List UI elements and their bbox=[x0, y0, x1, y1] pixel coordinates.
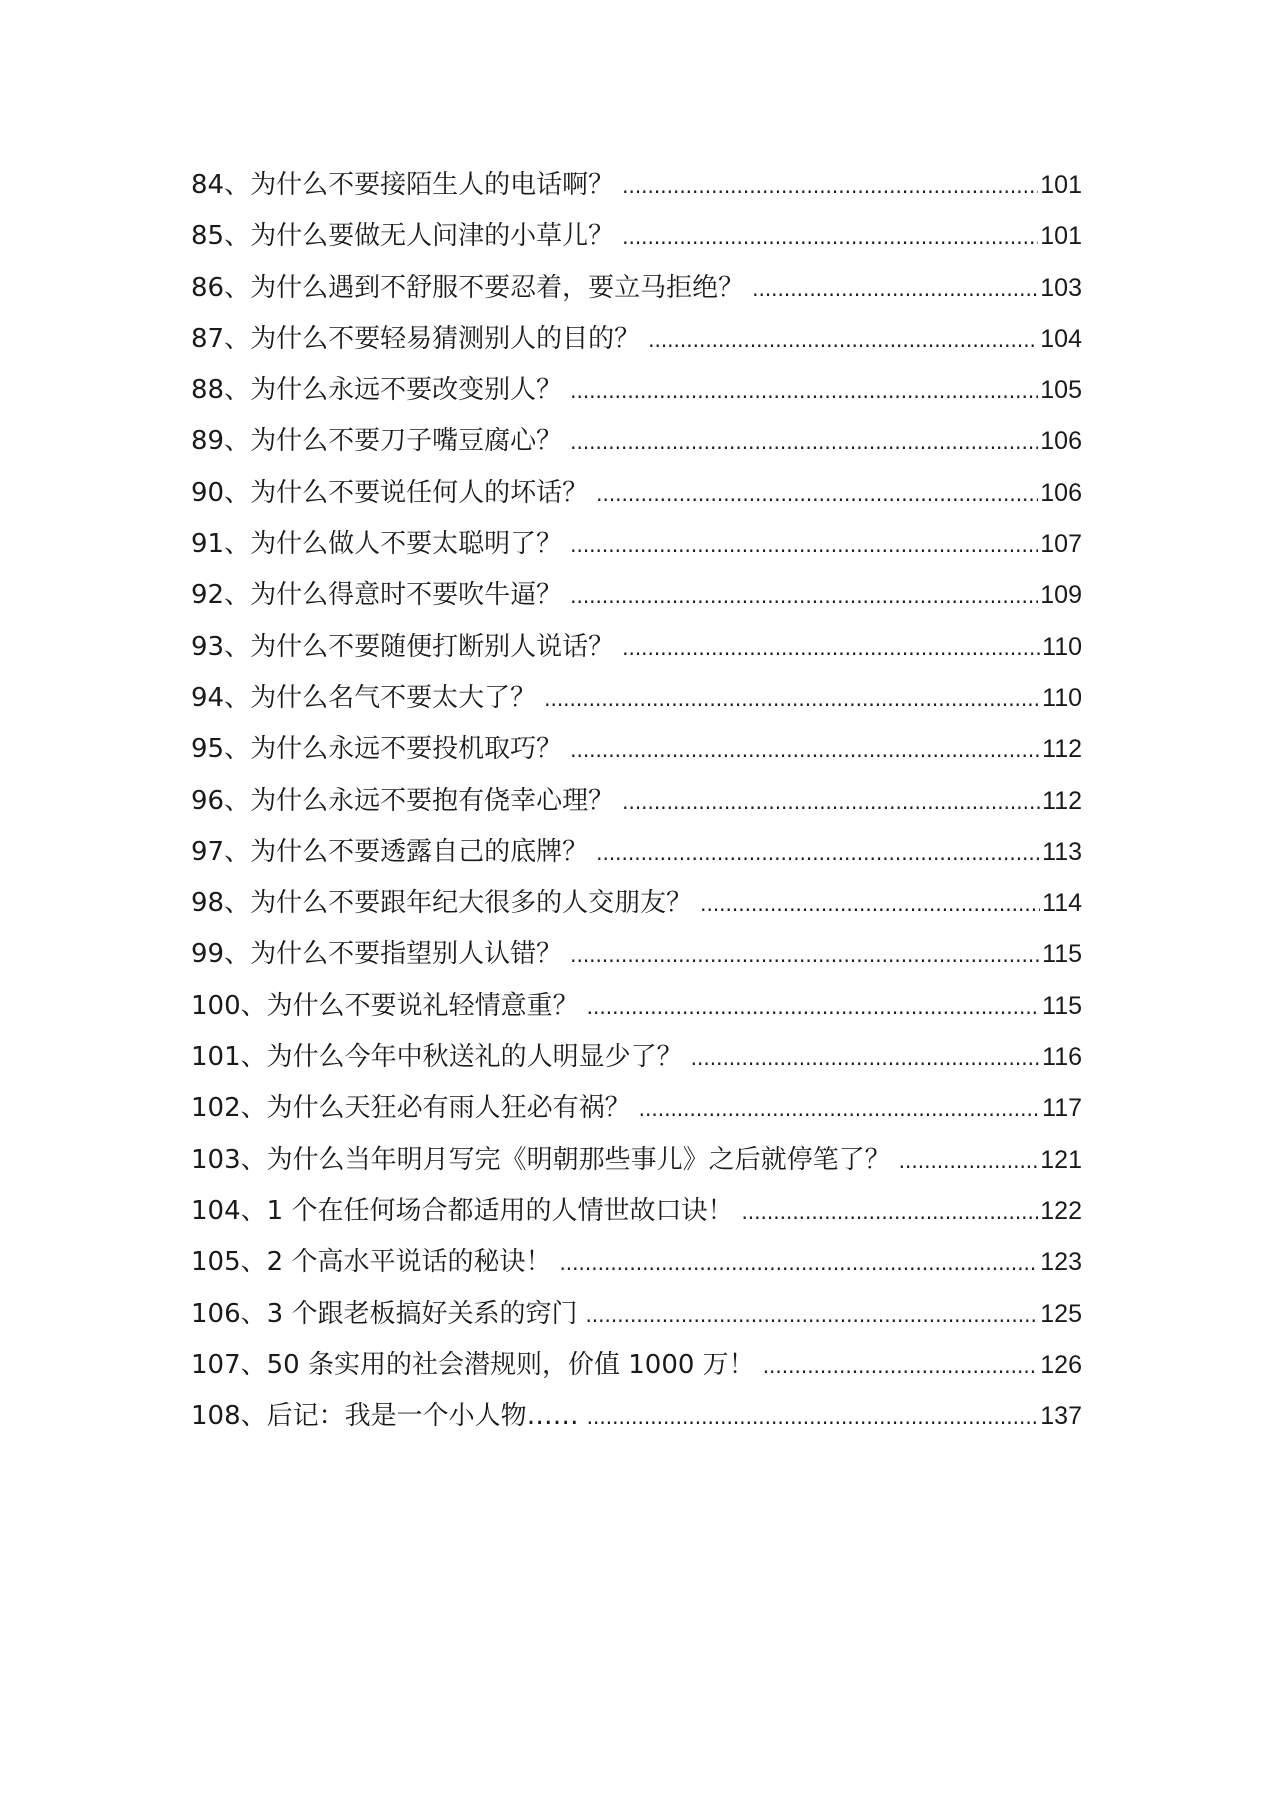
entry-number: 105、 bbox=[191, 1247, 267, 1278]
toc-entry[interactable] bbox=[191, 981, 1082, 1032]
entry-number: 92、 bbox=[191, 580, 251, 611]
dot-leader bbox=[622, 623, 1040, 674]
dot-leader bbox=[622, 161, 1038, 212]
entry-title: 为什么名气不要太大了？ bbox=[250, 682, 537, 713]
entry-number: 88、 bbox=[191, 375, 251, 406]
entry-number: 87、 bbox=[191, 323, 251, 354]
dot-leader bbox=[587, 982, 1040, 1033]
toc-entry[interactable] bbox=[191, 827, 1082, 878]
toc-entry[interactable] bbox=[191, 1083, 1082, 1134]
entry-title: 为什么不要接陌生人的电话啊？ bbox=[250, 170, 615, 200]
entry-title: 为什么不要轻易猜测别人的目的？ bbox=[250, 323, 641, 354]
entry-title: 为什么不要跟年纪大很多的人交朋友？ bbox=[250, 888, 693, 919]
toc-entry[interactable] bbox=[191, 519, 1082, 570]
entry-page-number: 103 bbox=[1040, 273, 1082, 302]
entry-number: 102、 bbox=[191, 1093, 267, 1124]
entry-title: 为什么当年明月写完《明朝那些事儿》之后就停笔了？ bbox=[266, 1144, 891, 1175]
entry-title: 为什么永远不要抱有侥幸心理？ bbox=[250, 785, 615, 816]
toc-entry[interactable] bbox=[191, 622, 1082, 673]
dot-leader bbox=[559, 1238, 1038, 1289]
entry-title: 50 条实用的社会潜规则，价值 1000 万！ bbox=[266, 1349, 755, 1380]
dot-leader bbox=[570, 520, 1038, 571]
toc-entry[interactable] bbox=[191, 776, 1082, 827]
toc-entry[interactable] bbox=[191, 468, 1082, 519]
dot-leader bbox=[587, 1392, 1039, 1443]
dot-leader bbox=[570, 417, 1038, 468]
entry-title: 后记：我是一个小人物…… bbox=[266, 1401, 579, 1432]
toc-entry[interactable] bbox=[191, 1186, 1082, 1237]
toc-entry[interactable] bbox=[191, 1340, 1082, 1391]
dot-leader bbox=[752, 264, 1038, 315]
entry-page-number: 125 bbox=[1040, 1299, 1082, 1328]
entry-number: 90、 bbox=[191, 477, 251, 508]
entry-page-number: 107 bbox=[1040, 530, 1082, 559]
entry-title: 为什么天狂必有雨人狂必有祸？ bbox=[266, 1093, 631, 1124]
toc-entry[interactable] bbox=[191, 1289, 1082, 1340]
dot-leader bbox=[596, 828, 1040, 879]
entry-title: 为什么不要指望别人认错？ bbox=[250, 939, 563, 970]
toc-entry[interactable] bbox=[191, 570, 1082, 621]
entry-number: 107、 bbox=[191, 1349, 267, 1380]
dot-leader bbox=[570, 725, 1040, 776]
entry-page-number: 101 bbox=[1040, 171, 1082, 199]
toc-entry[interactable] bbox=[191, 1391, 1082, 1442]
toc-entry[interactable] bbox=[191, 1032, 1082, 1083]
entry-title: 为什么永远不要改变别人？ bbox=[250, 375, 563, 406]
entry-page-number: 114 bbox=[1042, 889, 1082, 918]
entry-number: 100、 bbox=[191, 990, 267, 1021]
entry-page-number: 113 bbox=[1042, 837, 1082, 866]
entry-page-number: 104 bbox=[1040, 324, 1082, 353]
entry-number: 99、 bbox=[191, 939, 251, 970]
entry-title: 2 个高水平说话的秘诀！ bbox=[266, 1247, 552, 1278]
entry-number: 94、 bbox=[191, 682, 251, 713]
entry-number: 103、 bbox=[191, 1144, 267, 1175]
toc-entry[interactable] bbox=[191, 1135, 1082, 1186]
entry-number: 101、 bbox=[191, 1042, 267, 1073]
dot-leader bbox=[763, 1341, 1039, 1392]
entry-page-number: 116 bbox=[1042, 1043, 1082, 1072]
dot-leader bbox=[622, 777, 1040, 828]
entry-title: 为什么不要透露自己的底牌？ bbox=[250, 836, 589, 867]
entry-page-number: 105 bbox=[1040, 376, 1082, 405]
entry-page-number: 110 bbox=[1042, 632, 1082, 661]
entry-title: 为什么不要说礼轻情意重？ bbox=[266, 990, 579, 1021]
entry-number: 93、 bbox=[191, 631, 251, 662]
entry-title: 为什么今年中秋送礼的人明显少了？ bbox=[266, 1042, 683, 1073]
dot-leader bbox=[639, 1084, 1040, 1135]
entry-number: 106、 bbox=[191, 1298, 267, 1329]
dot-leader bbox=[596, 469, 1038, 520]
dot-leader bbox=[585, 1290, 1038, 1341]
dot-leader bbox=[570, 571, 1038, 622]
entry-page-number: 112 bbox=[1042, 786, 1082, 815]
entry-page-number: 121 bbox=[1040, 1145, 1082, 1174]
entry-title: 为什么要做无人问津的小草儿？ bbox=[250, 221, 615, 252]
entry-title: 3 个跟老板搞好关系的窍门 bbox=[266, 1298, 578, 1329]
entry-number: 95、 bbox=[191, 734, 251, 765]
entry-title: 为什么永远不要投机取巧？ bbox=[250, 734, 563, 765]
table-of-contents bbox=[191, 160, 1082, 1442]
toc-entry[interactable] bbox=[191, 929, 1082, 980]
entry-number: 108、 bbox=[191, 1401, 267, 1432]
entry-number: 91、 bbox=[191, 529, 251, 560]
dot-leader bbox=[570, 366, 1038, 417]
toc-entry[interactable] bbox=[191, 160, 1082, 211]
entry-title: 为什么不要说任何人的坏话？ bbox=[250, 477, 589, 508]
entry-page-number: 126 bbox=[1040, 1350, 1082, 1379]
toc-entry[interactable] bbox=[191, 365, 1082, 416]
toc-entry[interactable] bbox=[191, 211, 1082, 262]
entry-number: 85、 bbox=[191, 221, 251, 252]
dot-leader bbox=[544, 674, 1040, 725]
entry-page-number: 110 bbox=[1042, 683, 1082, 712]
entry-page-number: 101 bbox=[1040, 222, 1082, 251]
entry-page-number: 115 bbox=[1042, 991, 1082, 1020]
entry-page-number: 117 bbox=[1042, 1094, 1082, 1123]
toc-entry[interactable] bbox=[191, 416, 1082, 467]
toc-entry[interactable] bbox=[191, 263, 1082, 314]
entry-page-number: 106 bbox=[1040, 427, 1082, 456]
dot-leader bbox=[899, 1136, 1039, 1187]
entry-title: 为什么不要随便打断别人说话？ bbox=[250, 631, 615, 662]
dot-leader bbox=[648, 315, 1038, 366]
entry-number: 104、 bbox=[191, 1195, 267, 1226]
entry-page-number: 137 bbox=[1040, 1402, 1082, 1431]
entry-title: 为什么不要刀子嘴豆腐心？ bbox=[250, 426, 563, 457]
entry-page-number: 109 bbox=[1040, 581, 1082, 610]
entry-number: 97、 bbox=[191, 836, 251, 867]
toc-entry[interactable] bbox=[191, 878, 1082, 929]
entry-number: 84、 bbox=[191, 170, 251, 200]
entry-page-number: 123 bbox=[1040, 1248, 1082, 1277]
toc-entry[interactable] bbox=[191, 1237, 1082, 1288]
dot-leader bbox=[691, 1033, 1040, 1084]
entry-page-number: 112 bbox=[1042, 735, 1082, 764]
dot-leader bbox=[741, 1187, 1038, 1238]
entry-number: 98、 bbox=[191, 888, 251, 919]
entry-page-number: 115 bbox=[1042, 940, 1082, 969]
entry-number: 86、 bbox=[191, 272, 251, 303]
entry-title: 为什么做人不要太聪明了？ bbox=[250, 529, 563, 560]
entry-page-number: 122 bbox=[1040, 1196, 1082, 1225]
dot-leader bbox=[700, 879, 1040, 930]
entry-title: 为什么遇到不舒服不要忍着，要立马拒绝？ bbox=[250, 272, 745, 303]
entry-number: 96、 bbox=[191, 785, 251, 816]
toc-entry[interactable] bbox=[191, 314, 1082, 365]
entry-title: 为什么得意时不要吹牛逼？ bbox=[250, 580, 563, 611]
entry-number: 89、 bbox=[191, 426, 251, 457]
entry-page-number: 106 bbox=[1040, 478, 1082, 507]
entry-title: 1 个在任何场合都适用的人情世故口诀！ bbox=[266, 1195, 734, 1226]
dot-leader bbox=[622, 212, 1038, 263]
dot-leader bbox=[570, 930, 1040, 981]
toc-entry[interactable] bbox=[191, 673, 1082, 724]
toc-entry[interactable] bbox=[191, 724, 1082, 775]
